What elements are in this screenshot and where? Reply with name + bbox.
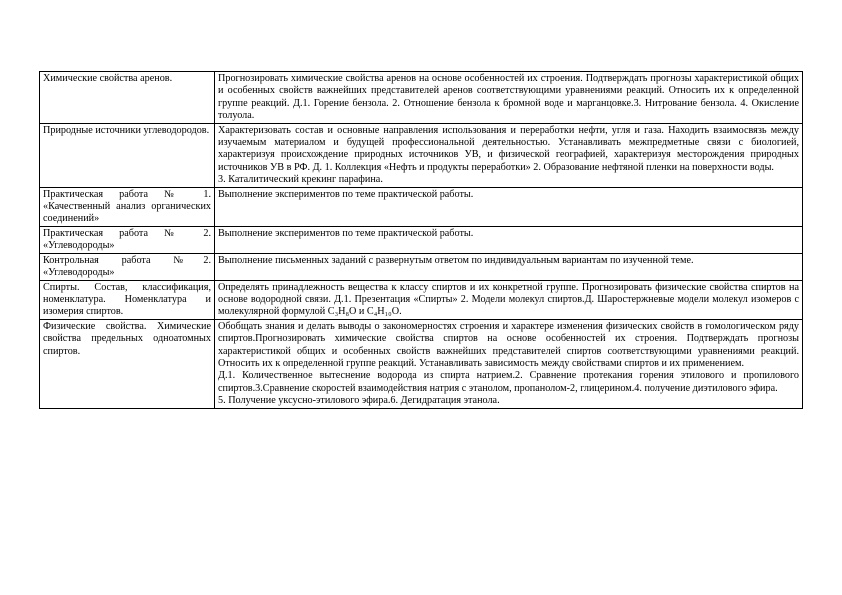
topic-cell: Контрольная работа №2. «Углеводороды» bbox=[40, 253, 215, 280]
description-cell: Выполнение письменных заданий с развернутым ответом по индивидуальным вариантам по изученной теме. bbox=[215, 253, 803, 280]
description-cell bbox=[215, 319, 803, 408]
topic-cell: Спирты. Состав, классификация, номенклатура. Номенклатура и изомерия спиртов. bbox=[40, 280, 215, 319]
table-row bbox=[40, 123, 803, 187]
description-cell bbox=[215, 123, 803, 187]
topic-cell: Природные источники углеводородов. bbox=[40, 123, 215, 187]
topic-cell: Физические свойства. Химические свойства предельных одноатомных спиртов. bbox=[40, 319, 215, 408]
table-row bbox=[40, 187, 803, 226]
topic-cell: Практическая работа № 1. «Качественный анализ органических соединений» bbox=[40, 187, 215, 226]
description-cell: Выполнение экспериментов по теме практической работы. bbox=[215, 226, 803, 253]
description-text: Обобщать знания и делать выводы о закономерностях строения и характере изменения физических свойств в гомологическом ряду спиртов.Прогнозировать химические свойства спиртов на основе особенностей их строения. Подтверждать прогнозы характеристикой общих и особенных свойств важнейших представителей спиртов соответствующими уравнениями реакций. Относить их к определенной группе реакций. Устанавливать зависимость между свойствами спиртов и их применением. bbox=[218, 320, 799, 369]
description-cell: Прогнозировать химические свойства аренов на основе особенностей их строения. Подтверждать прогнозы характеристикой общих и особенных свойств важнейших представителей аренов соответствующими уравнениями реакций. Относить их к определенной группе реакций. Д.1. Горение бензола. 2. Отношение бензола к бромной воде и марганцовке.3. Нитрование бензола. 4. Окисление толуола. bbox=[215, 72, 803, 124]
description-text: Д.1. Количественное вытеснение водорода из спирта натрием.2. Сравнение протекания горения этилового и пропилового спиртов.3.Сравнение скоростей взаимодействия натрия с этанолом, пропанолом-2, глицерином.4. получение диэтилового эфира. bbox=[218, 370, 799, 394]
description-cell: Выполнение экспериментов по теме практической работы. bbox=[215, 187, 803, 226]
description-cell: Определять принадлежность вещества к классу спиртов и их конкретной группе. Прогнозировать физические свойства спиртов на основе водородной связи. Д.1. Презентация «Спирты» 2. Модели молекул спиртов.Д. Шаростержневые модели молекул изомеров с молекулярной формулой C₃H₈O и C₄H₁₀O. bbox=[215, 280, 803, 319]
topic-cell: Практическая работа № 2. «Углеводороды» bbox=[40, 226, 215, 253]
table-row bbox=[40, 253, 803, 280]
table-row bbox=[40, 72, 803, 124]
lesson-plan-table bbox=[39, 71, 803, 409]
description-text: Характеризовать состав и основные направления использования и переработки нефти, угля и газа. Находить взаимосвязь между изучаемым материалом и будущей профессиональной деятельностью. Устанавливать межпредметные связи с биологией, характеризуя происхождение природных источников УВ, и физической географией, характеризуя месторождения природных источников УВ в РФ. Д. 1. Коллекция «Нефть и продукты переработки» 2. Образование нефтяной пленки на поверхности воды. bbox=[218, 124, 799, 173]
topic-cell: Химические свойства аренов. bbox=[40, 72, 215, 124]
table-row bbox=[40, 280, 803, 319]
table-row bbox=[40, 226, 803, 253]
description-text: 5. Получение уксусно-этилового эфира.6. Дегидратация этанола. bbox=[218, 395, 500, 407]
description-text: 3. Каталитический крекинг парафина. bbox=[218, 174, 383, 186]
table-row bbox=[40, 319, 803, 408]
